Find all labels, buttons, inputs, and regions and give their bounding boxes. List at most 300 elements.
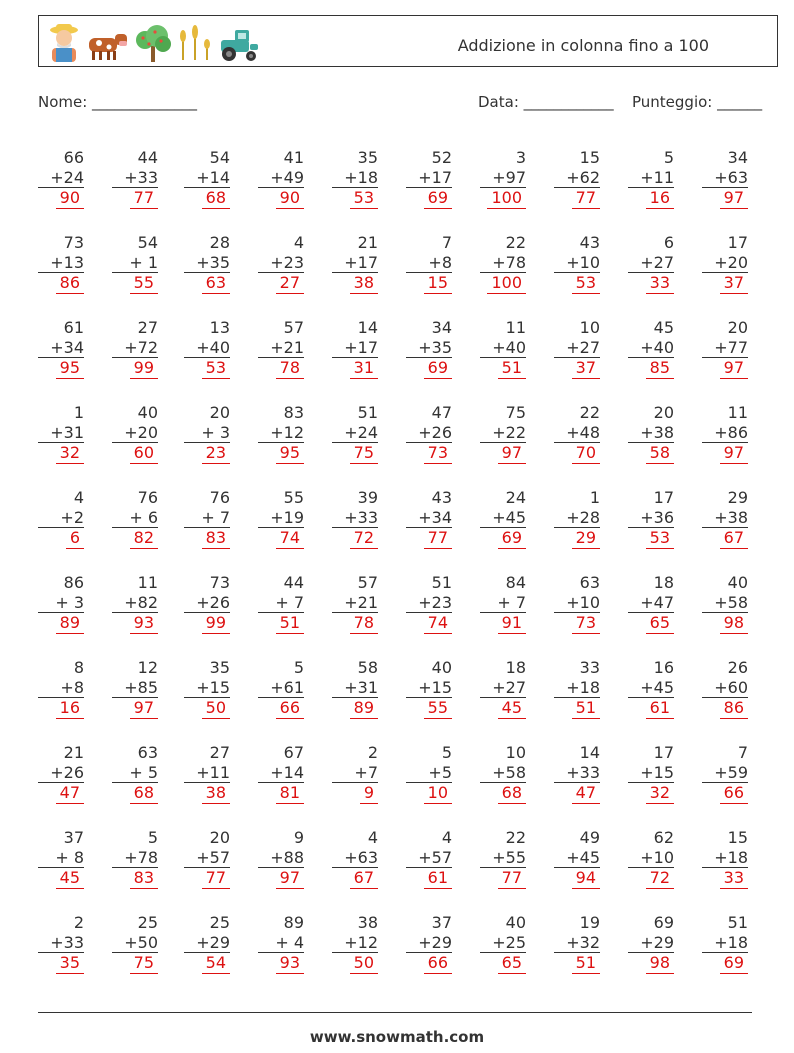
addition-problem <box>258 148 304 209</box>
addend-top: 18 <box>505 658 526 677</box>
answer: 66 <box>720 783 748 804</box>
answer: 98 <box>646 953 674 974</box>
addend-top: 22 <box>505 233 526 252</box>
addition-problem <box>406 913 452 974</box>
addend-top: 57 <box>283 318 304 337</box>
addend-bottom: +18 <box>554 678 600 699</box>
answer: 65 <box>646 613 674 634</box>
addition-problem <box>184 318 230 379</box>
addition-problem <box>554 573 600 634</box>
addition-problem <box>112 403 158 464</box>
addend-top: 89 <box>283 913 304 932</box>
answer: 99 <box>130 358 158 379</box>
addend-bottom: + 7 <box>184 508 230 529</box>
addend-bottom: +35 <box>406 338 452 359</box>
answer: 47 <box>572 783 600 804</box>
answer: 66 <box>424 953 452 974</box>
addend-top: 41 <box>283 148 304 167</box>
addend-top: 61 <box>63 318 84 337</box>
addition-problem <box>184 828 230 889</box>
addition-problem <box>554 488 600 549</box>
addition-problem <box>628 318 674 379</box>
addend-bottom: +48 <box>554 423 600 444</box>
addition-problem <box>702 318 748 379</box>
answer: 99 <box>202 613 230 634</box>
addition-problem <box>38 658 84 719</box>
addend-bottom: +40 <box>628 338 674 359</box>
addend-top: 7 <box>441 233 452 252</box>
answer: 97 <box>276 868 304 889</box>
addend-bottom: + 8 <box>38 848 84 869</box>
addend-bottom: +58 <box>480 763 526 784</box>
addend-top: 40 <box>505 913 526 932</box>
answer: 51 <box>572 698 600 719</box>
addition-problem <box>480 913 526 974</box>
footer-divider <box>38 1012 752 1013</box>
answer: 77 <box>424 528 452 549</box>
addend-top: 26 <box>727 658 748 677</box>
addend-bottom: +14 <box>184 168 230 189</box>
addition-problem <box>702 233 748 294</box>
addend-bottom: +63 <box>702 168 748 189</box>
addend-bottom: +11 <box>628 168 674 189</box>
answer: 91 <box>498 613 526 634</box>
addend-top: 51 <box>431 573 452 592</box>
addend-top: 51 <box>727 913 748 932</box>
addition-problem <box>554 318 600 379</box>
addend-top: 2 <box>73 913 84 932</box>
addend-top: 2 <box>367 743 378 762</box>
addend-bottom: +10 <box>554 593 600 614</box>
answer: 54 <box>202 953 230 974</box>
tree-icon <box>131 24 175 62</box>
addend-bottom: +35 <box>184 253 230 274</box>
addition-problem <box>406 488 452 549</box>
addition-problem <box>258 828 304 889</box>
date-field-label: Data: ____________ <box>478 93 614 111</box>
addend-bottom: +78 <box>112 848 158 869</box>
addition-problem <box>480 403 526 464</box>
addend-bottom: +12 <box>258 423 304 444</box>
answer: 69 <box>424 358 452 379</box>
addition-problem <box>702 573 748 634</box>
addend-top: 54 <box>137 233 158 252</box>
addend-top: 62 <box>653 828 674 847</box>
addend-bottom: + 3 <box>38 593 84 614</box>
addition-problem <box>702 913 748 974</box>
addition-problem <box>554 658 600 719</box>
addend-top: 22 <box>505 828 526 847</box>
answer: 31 <box>350 358 378 379</box>
addend-bottom: + 7 <box>480 593 526 614</box>
addition-problem <box>38 573 84 634</box>
addition-problem <box>112 148 158 209</box>
addition-problem <box>38 743 84 804</box>
addition-problem <box>38 488 84 549</box>
addend-top: 44 <box>137 148 158 167</box>
farmer-icon <box>45 22 83 62</box>
answer: 9 <box>360 783 378 804</box>
addend-bottom: +25 <box>480 933 526 954</box>
addend-top: 15 <box>579 148 600 167</box>
answer: 50 <box>202 698 230 719</box>
answer: 32 <box>56 443 84 464</box>
addend-top: 24 <box>505 488 526 507</box>
answer: 89 <box>350 698 378 719</box>
addend-top: 4 <box>441 828 452 847</box>
addend-bottom: +32 <box>554 933 600 954</box>
answer: 61 <box>424 868 452 889</box>
addition-problem <box>112 573 158 634</box>
addend-top: 21 <box>357 233 378 252</box>
addend-top: 73 <box>63 233 84 252</box>
addition-problem <box>332 828 378 889</box>
addend-top: 5 <box>147 828 158 847</box>
answer: 50 <box>350 953 378 974</box>
addend-top: 43 <box>579 233 600 252</box>
addend-top: 73 <box>209 573 230 592</box>
addition-problem <box>332 233 378 294</box>
addend-bottom: +10 <box>554 253 600 274</box>
addend-top: 54 <box>209 148 230 167</box>
addend-bottom: +29 <box>406 933 452 954</box>
answer: 72 <box>350 528 378 549</box>
answer: 69 <box>424 188 452 209</box>
addition-problem <box>628 403 674 464</box>
addend-top: 63 <box>137 743 158 762</box>
addend-top: 11 <box>137 573 158 592</box>
addition-problem <box>406 403 452 464</box>
addend-top: 58 <box>357 658 378 677</box>
addend-top: 52 <box>431 148 452 167</box>
addition-problem <box>554 828 600 889</box>
addend-bottom: +20 <box>702 253 748 274</box>
addend-bottom: +18 <box>702 933 748 954</box>
answer: 97 <box>130 698 158 719</box>
addend-bottom: +18 <box>332 168 378 189</box>
addend-bottom: +38 <box>628 423 674 444</box>
addend-bottom: +62 <box>554 168 600 189</box>
addend-top: 20 <box>653 403 674 422</box>
addend-top: 10 <box>505 743 526 762</box>
wheat-icon <box>177 24 215 62</box>
addend-top: 6 <box>663 233 674 252</box>
addend-top: 40 <box>727 573 748 592</box>
addend-top: 29 <box>727 488 748 507</box>
answer: 15 <box>424 273 452 294</box>
addend-top: 12 <box>137 658 158 677</box>
addend-bottom: + 1 <box>112 253 158 274</box>
addend-bottom: +36 <box>628 508 674 529</box>
addition-problem <box>406 318 452 379</box>
addition-problem <box>480 828 526 889</box>
answer: 85 <box>646 358 674 379</box>
addition-problem <box>258 488 304 549</box>
addition-problem <box>480 658 526 719</box>
answer: 97 <box>720 358 748 379</box>
addend-top: 35 <box>357 148 378 167</box>
answer: 6 <box>66 528 84 549</box>
addend-bottom: +27 <box>628 253 674 274</box>
addend-bottom: + 7 <box>258 593 304 614</box>
addend-bottom: +57 <box>406 848 452 869</box>
addend-top: 47 <box>431 403 452 422</box>
addition-problem <box>554 233 600 294</box>
addend-top: 11 <box>727 403 748 422</box>
answer: 53 <box>572 273 600 294</box>
answer: 58 <box>646 443 674 464</box>
addend-bottom: +61 <box>258 678 304 699</box>
addend-bottom: +17 <box>406 168 452 189</box>
addend-top: 35 <box>209 658 230 677</box>
addend-bottom: +26 <box>406 423 452 444</box>
addend-top: 39 <box>357 488 378 507</box>
addend-top: 14 <box>579 743 600 762</box>
answer: 93 <box>130 613 158 634</box>
addend-top: 67 <box>283 743 304 762</box>
addition-problem <box>332 913 378 974</box>
addend-top: 14 <box>357 318 378 337</box>
addend-top: 44 <box>283 573 304 592</box>
addition-problem <box>406 148 452 209</box>
addend-bottom: +21 <box>332 593 378 614</box>
addend-bottom: +27 <box>554 338 600 359</box>
addend-top: 19 <box>579 913 600 932</box>
addend-top: 17 <box>653 488 674 507</box>
addition-problem <box>332 148 378 209</box>
addition-problem <box>480 573 526 634</box>
addend-bottom: +34 <box>406 508 452 529</box>
answer: 73 <box>572 613 600 634</box>
addend-bottom: +49 <box>258 168 304 189</box>
addition-problem <box>628 828 674 889</box>
answer: 68 <box>130 783 158 804</box>
addend-top: 55 <box>283 488 304 507</box>
answer: 60 <box>130 443 158 464</box>
answer: 35 <box>56 953 84 974</box>
name-field-label: Nome: ______________ <box>38 93 198 111</box>
addend-top: 27 <box>137 318 158 337</box>
addition-problem <box>184 488 230 549</box>
addend-top: 83 <box>283 403 304 422</box>
answer: 27 <box>276 273 304 294</box>
answer: 95 <box>56 358 84 379</box>
answer: 65 <box>498 953 526 974</box>
addition-problem <box>184 403 230 464</box>
addend-bottom: +15 <box>628 763 674 784</box>
addend-bottom: +15 <box>406 678 452 699</box>
answer: 10 <box>424 783 452 804</box>
addition-problem <box>480 233 526 294</box>
addend-bottom: +33 <box>112 168 158 189</box>
addition-problem <box>112 743 158 804</box>
addition-problem <box>554 913 600 974</box>
addend-top: 40 <box>137 403 158 422</box>
answer: 89 <box>56 613 84 634</box>
addend-bottom: +45 <box>554 848 600 869</box>
answer: 97 <box>498 443 526 464</box>
answer: 100 <box>487 188 526 209</box>
cow-icon <box>85 30 129 62</box>
addend-bottom: +12 <box>332 933 378 954</box>
addend-bottom: +78 <box>480 253 526 274</box>
addend-top: 11 <box>505 318 526 337</box>
addend-top: 9 <box>293 828 304 847</box>
addition-problem <box>112 318 158 379</box>
addition-problem <box>258 573 304 634</box>
addition-problem <box>184 913 230 974</box>
addend-top: 45 <box>653 318 674 337</box>
addition-problem <box>112 488 158 549</box>
answer: 63 <box>202 273 230 294</box>
addend-top: 4 <box>73 488 84 507</box>
addend-top: 4 <box>293 233 304 252</box>
addition-problem <box>702 403 748 464</box>
addend-bottom: +29 <box>184 933 230 954</box>
addend-top: 1 <box>73 403 84 422</box>
addend-top: 57 <box>357 573 378 592</box>
answer: 75 <box>130 953 158 974</box>
addition-problem <box>480 488 526 549</box>
worksheet-title: Addizione in colonna fino a 100 <box>457 36 709 55</box>
addend-bottom: +85 <box>112 678 158 699</box>
addend-bottom: +88 <box>258 848 304 869</box>
addend-top: 37 <box>63 828 84 847</box>
answer: 83 <box>202 528 230 549</box>
answer: 51 <box>276 613 304 634</box>
answer: 67 <box>350 868 378 889</box>
addend-bottom: +40 <box>480 338 526 359</box>
footer-site: www.snowmath.com <box>309 1028 485 1046</box>
addition-problem <box>184 743 230 804</box>
addition-problem <box>702 743 748 804</box>
addend-top: 1 <box>589 488 600 507</box>
addition-problem <box>184 658 230 719</box>
addition-problem <box>628 743 674 804</box>
addition-problem <box>258 913 304 974</box>
addition-problem <box>38 828 84 889</box>
addition-problem <box>112 828 158 889</box>
answer: 61 <box>646 698 674 719</box>
addend-top: 4 <box>367 828 378 847</box>
addend-top: 27 <box>209 743 230 762</box>
addend-top: 34 <box>431 318 452 337</box>
addition-problem <box>184 148 230 209</box>
addend-bottom: +45 <box>628 678 674 699</box>
answer: 32 <box>646 783 674 804</box>
addition-problem <box>554 148 600 209</box>
answer: 100 <box>487 273 526 294</box>
addend-bottom: +28 <box>554 508 600 529</box>
addend-bottom: +72 <box>112 338 158 359</box>
answer: 55 <box>424 698 452 719</box>
header-icons <box>45 22 261 62</box>
answer: 29 <box>572 528 600 549</box>
addition-problem <box>480 318 526 379</box>
answer: 93 <box>276 953 304 974</box>
addition-problem <box>406 743 452 804</box>
answer: 38 <box>350 273 378 294</box>
answer: 70 <box>572 443 600 464</box>
addend-top: 76 <box>209 488 230 507</box>
answer: 66 <box>276 698 304 719</box>
answer: 94 <box>572 868 600 889</box>
answer: 69 <box>498 528 526 549</box>
addend-top: 25 <box>209 913 230 932</box>
addend-bottom: +50 <box>112 933 158 954</box>
addend-bottom: +15 <box>184 678 230 699</box>
addition-problem <box>628 573 674 634</box>
addend-top: 18 <box>653 573 674 592</box>
addition-problem <box>332 318 378 379</box>
answer: 68 <box>202 188 230 209</box>
answer: 45 <box>498 698 526 719</box>
addend-bottom: +77 <box>702 338 748 359</box>
answer: 73 <box>424 443 452 464</box>
addend-bottom: +19 <box>258 508 304 529</box>
addend-top: 43 <box>431 488 452 507</box>
addition-problem <box>702 828 748 889</box>
addition-problem <box>258 233 304 294</box>
answer: 51 <box>498 358 526 379</box>
addend-bottom: +29 <box>628 933 674 954</box>
addition-problem <box>628 913 674 974</box>
addend-top: 8 <box>73 658 84 677</box>
addend-bottom: +11 <box>184 763 230 784</box>
addend-top: 86 <box>63 573 84 592</box>
answer: 82 <box>130 528 158 549</box>
addend-bottom: +18 <box>702 848 748 869</box>
answer: 69 <box>720 953 748 974</box>
answer: 74 <box>424 613 452 634</box>
addend-top: 38 <box>357 913 378 932</box>
answer: 77 <box>498 868 526 889</box>
header-box <box>38 15 778 67</box>
addend-top: 17 <box>653 743 674 762</box>
addend-bottom: +82 <box>112 593 158 614</box>
addend-bottom: +7 <box>332 763 378 784</box>
addend-bottom: +8 <box>38 678 84 699</box>
answer: 23 <box>202 443 230 464</box>
addition-problem <box>628 658 674 719</box>
answer: 77 <box>572 188 600 209</box>
addition-problem <box>258 743 304 804</box>
answer: 90 <box>276 188 304 209</box>
addition-problem <box>702 148 748 209</box>
addend-top: 34 <box>727 148 748 167</box>
addend-bottom: +57 <box>184 848 230 869</box>
addend-bottom: +60 <box>702 678 748 699</box>
addend-bottom: +27 <box>480 678 526 699</box>
addition-problem <box>406 828 452 889</box>
addend-bottom: + 5 <box>112 763 158 784</box>
answer: 53 <box>202 358 230 379</box>
answer: 33 <box>720 868 748 889</box>
addend-top: 20 <box>727 318 748 337</box>
addend-bottom: +8 <box>406 253 452 274</box>
addend-bottom: +10 <box>628 848 674 869</box>
addition-problem <box>184 573 230 634</box>
addend-bottom: +86 <box>702 423 748 444</box>
addend-bottom: +33 <box>38 933 84 954</box>
addition-problem <box>38 233 84 294</box>
addition-problem <box>332 573 378 634</box>
answer: 77 <box>130 188 158 209</box>
answer: 95 <box>276 443 304 464</box>
addition-problem <box>332 488 378 549</box>
answer: 37 <box>720 273 748 294</box>
answer: 90 <box>56 188 84 209</box>
